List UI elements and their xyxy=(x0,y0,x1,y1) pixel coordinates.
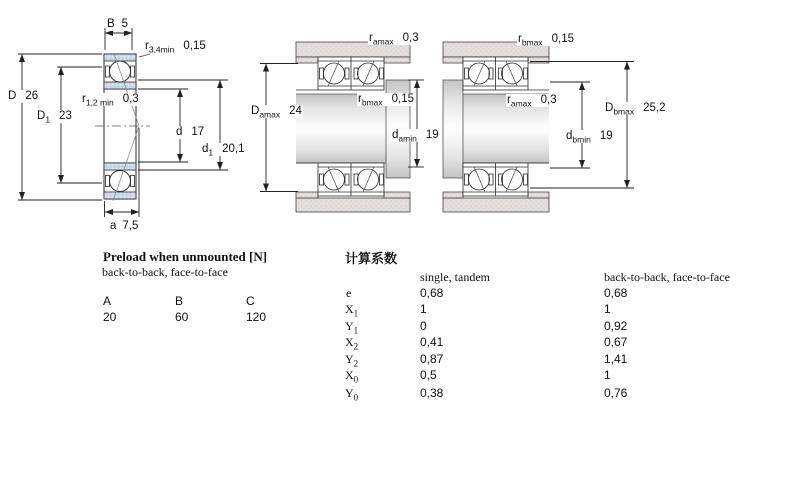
middle-arrangement-drawing xyxy=(260,42,424,212)
factor-single-e: 0,68 xyxy=(420,286,444,300)
factor-paired-X0: 1 xyxy=(604,368,611,382)
housing-section xyxy=(296,198,410,212)
factor-single-X2: 0,41 xyxy=(420,335,444,349)
dim-label-Damax: $D_{amax}$ 24 xyxy=(251,105,302,120)
factor-single-X0: 0,5 xyxy=(420,368,437,382)
bearing-pair xyxy=(318,57,384,90)
ball xyxy=(469,63,490,84)
factor-label-Y1: $Y_1$ xyxy=(345,319,359,336)
preload-title: Preload when unmounted [N] xyxy=(103,249,268,264)
factor-single-Y0: 0,38 xyxy=(420,386,444,400)
dim-d1 xyxy=(138,80,228,170)
factor-single-X1: 1 xyxy=(420,302,427,316)
dim-label-r34min: $r_{3,4min}$ 0,15 xyxy=(145,40,206,55)
factor-label-Y0: $Y_0$ xyxy=(345,386,359,403)
preload-col-B: B xyxy=(175,294,184,308)
ball xyxy=(324,169,345,190)
dim-D1 xyxy=(57,67,102,183)
factor-paired-Y2: 1,41 xyxy=(604,352,628,366)
preload-value-C: 120 xyxy=(246,310,267,324)
factor-single-Y2: 0,87 xyxy=(420,352,444,366)
dim-label-rbmax-mid: $r_{bmax}$ 0,15 xyxy=(358,93,415,108)
outer-ring-section xyxy=(104,192,136,199)
dim-label-B: B 5 xyxy=(107,18,129,30)
factor-label-X1: $X_1$ xyxy=(345,302,359,319)
factor-paired-Y0: 0,76 xyxy=(604,386,628,400)
factor-label-X2: $X_2$ xyxy=(345,335,359,352)
shaft-shoulder xyxy=(443,80,463,178)
inner-ring-section xyxy=(104,163,136,170)
preload-col-C: C xyxy=(246,294,255,308)
preload-value-B: 60 xyxy=(175,310,189,324)
factor-paired-e: 0,68 xyxy=(604,286,628,300)
dim-Damax xyxy=(260,64,298,192)
dim-label-d1: $d_1$ 20,1 xyxy=(202,143,245,158)
preload-value-A: 20 xyxy=(103,310,117,324)
bearing-pair xyxy=(318,163,384,196)
dim-label-r12min: $r_{1,2 min}$ 0,3 xyxy=(82,93,139,108)
dim-label-a: a 7,5 xyxy=(110,220,139,232)
inner-ring-section xyxy=(104,82,136,89)
dim-label-dbmin: $d_{bmin}$ 19 xyxy=(566,130,613,145)
ball xyxy=(469,169,490,190)
dim-label-d: d 17 xyxy=(176,126,205,138)
ball xyxy=(502,169,523,190)
dim-label-ramax-right: $r_{amax}$ 0,3 xyxy=(507,94,557,109)
factor-paired-X1: 1 xyxy=(604,302,611,316)
factor-single-Y1: 0 xyxy=(420,319,427,333)
dim-label-rbmax-right: $r_{bmax}$ 0,15 xyxy=(518,33,575,48)
factor-label-e: e xyxy=(346,286,352,300)
right-arrangement-drawing xyxy=(443,42,634,212)
dim-D xyxy=(18,54,102,200)
preload-subtitle: back-to-back, face-to-face xyxy=(102,265,228,279)
factor-label-X0: $X_0$ xyxy=(345,368,359,385)
dim-label-D1: $D_1$ 23 xyxy=(37,110,72,125)
dim-label-D: D 26 xyxy=(8,90,39,102)
ball xyxy=(324,63,345,84)
ball xyxy=(358,63,379,84)
dim-label-Dbmax: $D_{bmax}$ 25,2 xyxy=(605,102,666,117)
dim-B xyxy=(105,28,132,50)
factors-col-paired: back-to-back, face-to-face xyxy=(604,270,730,284)
ball xyxy=(358,169,379,190)
ball xyxy=(502,63,523,84)
outer-ring-section xyxy=(104,54,136,61)
factors-title: 计算系数 xyxy=(345,251,398,266)
bearing-pair xyxy=(463,163,528,196)
dim-label-ramax-mid: $r_{amax}$ 0,3 xyxy=(369,32,419,47)
bearing-pair xyxy=(463,57,528,90)
dim-label-damin: $d_{amin}$ 19 xyxy=(392,129,439,144)
factors-col-single: single, tandem xyxy=(420,270,490,284)
housing-section xyxy=(443,198,549,212)
preload-col-A: A xyxy=(103,294,112,308)
factor-paired-Y1: 0,92 xyxy=(604,319,628,333)
factor-label-Y2: $Y_2$ xyxy=(345,352,359,369)
factor-paired-X2: 0,67 xyxy=(604,335,628,349)
